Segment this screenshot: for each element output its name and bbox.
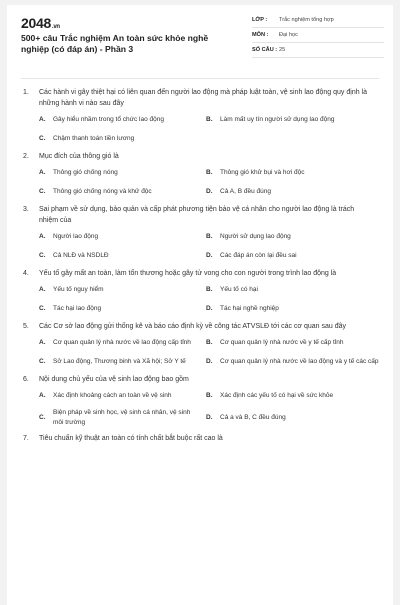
question-body: Các Cơ sở lao động gửi thống kê và báo cáo định kỳ về công tác ATVSLĐ tới các cơ quan sau đây [39, 323, 346, 330]
question-number: 5. [23, 323, 29, 330]
answer-option-d[interactable] [206, 408, 389, 427]
header-divider [21, 78, 379, 79]
option-text: Người lao động [53, 232, 99, 240]
option-text: Thông gió khử bụi và hơi độc [220, 168, 305, 176]
option-text: Cơ quan quản lý nhà nước về y tế cấp tỉnh [220, 338, 344, 346]
answer-option-d[interactable] [206, 355, 389, 368]
option-letter: A. [39, 338, 46, 346]
answer-option-c[interactable] [39, 249, 206, 262]
option-letter: D. [206, 304, 213, 312]
option-letter: B. [206, 115, 213, 123]
question-text [7, 433, 393, 444]
option-letter: B. [206, 168, 213, 176]
answer-option-b[interactable] [206, 113, 389, 126]
answer-option-a[interactable] [39, 230, 206, 243]
answer-option-b[interactable] [206, 336, 389, 349]
question-5 [7, 321, 393, 368]
option-letter: B. [206, 338, 213, 346]
option-text: Thông gió chống nóng và khử độc [53, 187, 152, 195]
logo-tld: .vn [51, 24, 60, 30]
answer-options [7, 230, 393, 262]
meta-row-subject [252, 28, 384, 43]
option-letter: A. [39, 232, 46, 240]
answer-option-a[interactable] [39, 113, 206, 126]
answer-option-c[interactable] [39, 355, 206, 368]
question-body: Nội dung chủ yếu của vệ sinh lao động bao gồm [39, 376, 189, 383]
option-text: Yếu tố nguy hiểm [53, 285, 104, 293]
question-number: 7. [23, 435, 29, 442]
meta-row-class [252, 13, 384, 28]
question-2 [7, 151, 393, 198]
option-letter: D. [206, 187, 213, 195]
answer-option-b[interactable] [206, 230, 389, 243]
option-letter: C. [39, 357, 46, 365]
option-text: Các đáp án còn lại đều sai [220, 251, 297, 259]
option-text: Người sử dụng lao động [220, 232, 291, 240]
question-3 [7, 204, 393, 262]
option-letter: C. [39, 187, 46, 195]
question-number: 3. [23, 206, 29, 213]
question-4 [7, 268, 393, 315]
question-number: 6. [23, 376, 29, 383]
question-body: Mục đích của thông gió là [39, 153, 119, 160]
question-text [7, 374, 393, 385]
meta-label: LỚP : [252, 17, 268, 23]
document-meta [252, 13, 384, 58]
question-6 [7, 374, 393, 427]
answer-option-c[interactable] [39, 302, 206, 315]
question-body: Tiêu chuẩn kỹ thuật an toàn có tính chất bắt buộc rất cao là [39, 435, 223, 442]
answer-option-b[interactable] [206, 283, 389, 296]
answer-option-d[interactable] [206, 249, 389, 262]
option-text: Tác hại nghề nghiệp [220, 304, 279, 312]
option-letter: B. [206, 391, 213, 399]
answer-option-a[interactable] [39, 283, 206, 296]
option-letter: C. [39, 413, 46, 421]
meta-value: 25 [279, 47, 286, 53]
option-text: Cả NLĐ và NSDLĐ [53, 251, 109, 259]
option-text: Xác định các yếu tố có hại về sức khỏe [220, 391, 334, 399]
question-body: Các hành vi gây thiệt hại có liên quan đến người lao động mà pháp luật toàn, vệ sinh lao động quy định là những hành vi nào sau đây [39, 89, 368, 107]
question-text [7, 321, 393, 332]
option-letter: B. [206, 232, 213, 240]
option-letter: C. [39, 251, 46, 259]
option-text: Tác hại lao động [53, 304, 102, 312]
document-title: 500+ câu Trắc nghiệm An toàn sức khỏe nghề nghiệp (có đáp án) - Phần 3 [21, 33, 209, 54]
logo-text: 2048 [21, 15, 51, 31]
site-logo[interactable] [21, 15, 60, 31]
answer-options [7, 166, 393, 198]
answer-option-c[interactable] [39, 185, 206, 198]
option-letter: C. [39, 134, 46, 142]
answer-option-d[interactable] [206, 185, 389, 198]
answer-options [7, 389, 393, 427]
option-text: Xác định khoảng cách an toàn về vệ sinh [53, 391, 172, 399]
answer-options [7, 113, 393, 145]
option-letter: A. [39, 391, 46, 399]
option-text: Thông gió chống nóng [53, 168, 118, 176]
option-letter: D. [206, 251, 213, 259]
option-letter: C. [39, 304, 46, 312]
answer-option-d[interactable] [206, 302, 389, 315]
option-letter: A. [39, 168, 46, 176]
option-letter: D. [206, 357, 213, 365]
option-text: Cơ quan quản lý nhà nước về lao động cấp tỉnh [53, 338, 191, 346]
option-text: Làm mất uy tín người sử dụng lao động [220, 115, 335, 123]
option-letter: B. [206, 285, 213, 293]
meta-row-count [252, 43, 384, 58]
question-1 [7, 87, 393, 145]
option-text: Chậm thanh toán tiền lương [53, 134, 135, 142]
question-number: 2. [23, 153, 29, 160]
option-text: Cơ quan quản lý nhà nước về lao động và y tế các cấp [220, 357, 379, 365]
meta-label: SỐ CÂU : [252, 47, 278, 53]
option-text: Biện pháp về sinh học, vệ sinh cá nhân, vệ sinh môi trường [53, 409, 191, 426]
option-letter: A. [39, 285, 46, 293]
option-text: Cả a và B, C đều đúng [220, 413, 286, 421]
question-text [7, 268, 393, 279]
question-list [7, 87, 393, 450]
question-7 [7, 433, 393, 444]
document-header [7, 5, 393, 75]
question-text [7, 204, 393, 226]
question-number: 4. [23, 270, 29, 277]
meta-value: Đại học [279, 32, 298, 38]
option-letter: A. [39, 115, 46, 123]
question-body: Sai phạm về sử dụng, bảo quản và cấp phát phương tiện bảo vệ cá nhân cho người lao động là trách nhiệm của [39, 206, 355, 224]
answer-option-a[interactable] [39, 389, 206, 402]
option-letter: D. [206, 413, 213, 421]
option-text: Gây hiểu nhầm trong tổ chức lao động [53, 115, 164, 123]
question-body: Yếu tố gây mất an toàn, làm tổn thương hoặc gây tử vong cho con người trong trình lao động là [39, 270, 337, 277]
meta-value: Trắc nghiệm tổng hợp [279, 17, 334, 23]
answer-options [7, 283, 393, 315]
option-text: Yếu tố có hại [220, 285, 258, 293]
question-text [7, 87, 393, 109]
option-text: Cả A, B đều đúng [220, 187, 271, 195]
question-text [7, 151, 393, 162]
answer-option-c[interactable] [39, 408, 206, 427]
document-page [7, 5, 393, 605]
answer-option-b[interactable] [206, 389, 389, 402]
answer-option-b[interactable] [206, 166, 389, 179]
meta-label: MÔN : [252, 32, 269, 38]
answer-option-a[interactable] [39, 166, 206, 179]
answer-option-c[interactable] [39, 132, 206, 145]
question-number: 1. [23, 89, 29, 96]
answer-option-a[interactable] [39, 336, 206, 349]
answer-options [7, 336, 393, 368]
option-text: Sở Lao động, Thương binh và Xã hội; Sở Y tế [53, 357, 186, 365]
